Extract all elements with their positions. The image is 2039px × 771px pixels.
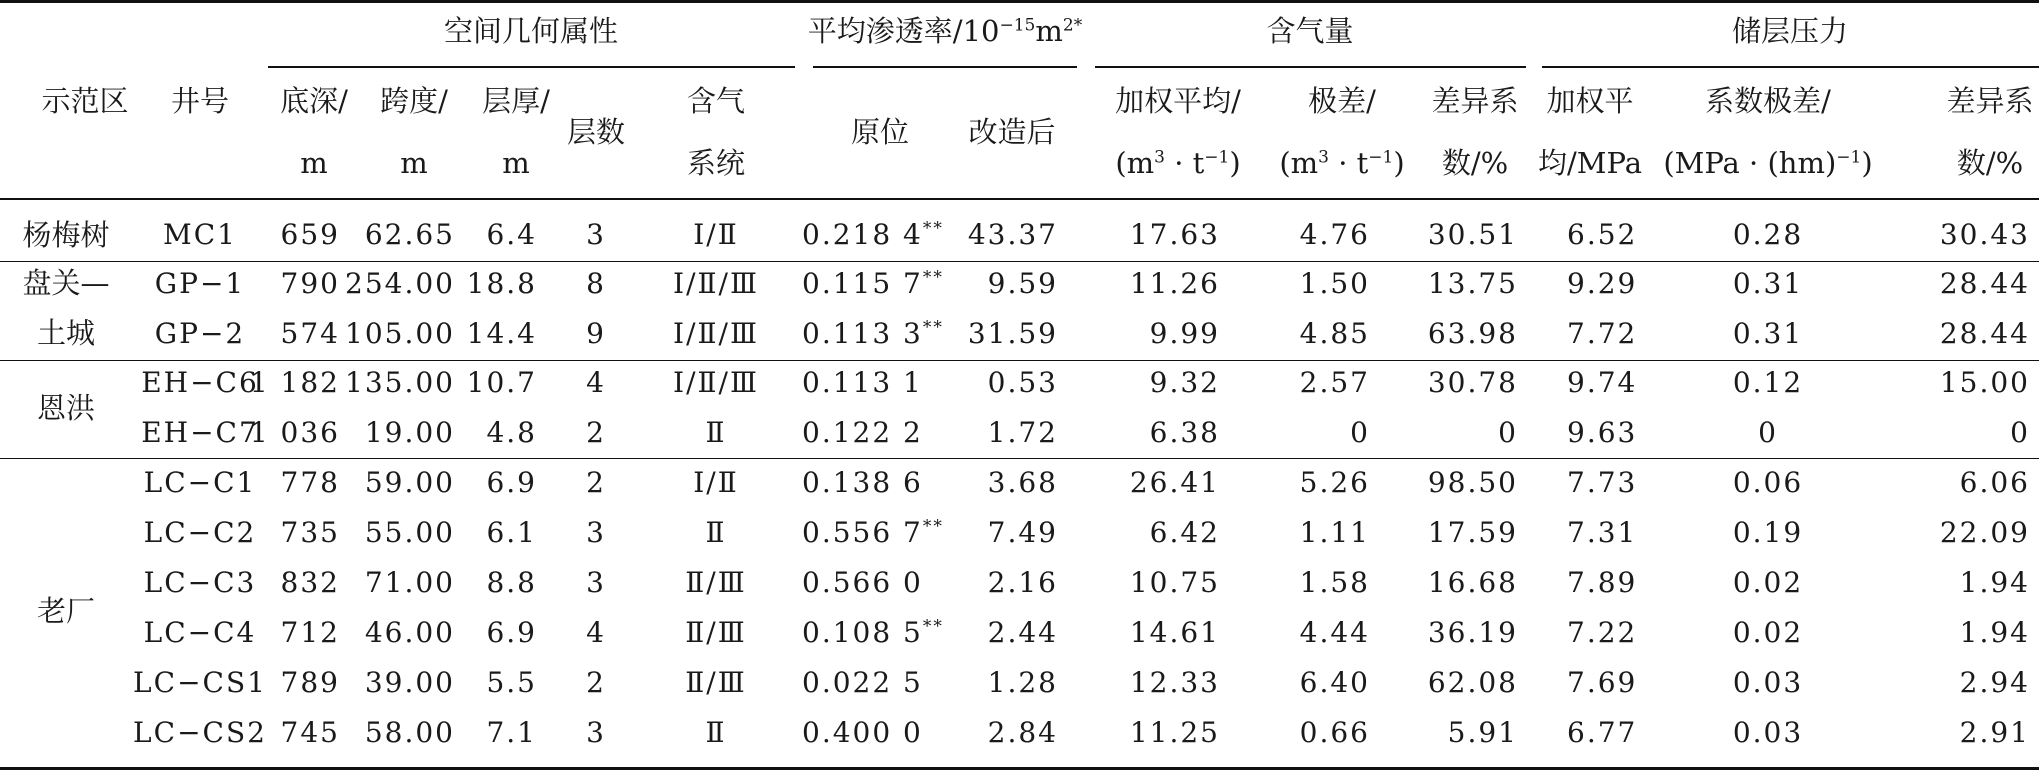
header-gas-weighted-avg: 加权平均/ [1115, 84, 1241, 118]
region-rule-3 [0, 458, 2039, 459]
well-cell: GP−2 [154, 317, 246, 350]
perm-modified-cell: 2.44 [987, 616, 1058, 649]
gas-system-cell: Ⅱ [705, 516, 727, 549]
span-cell: 105.00 [345, 317, 455, 350]
gas-weighted-avg-cell: 10.75 [1129, 566, 1220, 599]
header-depth-unit: m [300, 146, 328, 180]
header-layers: 层数 [566, 115, 626, 149]
perm-in-situ-cell: 0.400 0 [802, 716, 923, 749]
span-cell: 254.00 [345, 267, 455, 300]
layers-cell: 3 [586, 218, 606, 251]
perm-in-situ-cell: 0.556 7** [802, 516, 944, 549]
perm-modified-cell: 7.49 [987, 516, 1058, 549]
group-rule-gas [1095, 66, 1526, 68]
perm-in-situ-cell: 0.113 1 [802, 366, 923, 399]
gas-cv-cell: 5.91 [1447, 716, 1518, 749]
pressure-weighted-avg-cell: 7.31 [1567, 516, 1638, 549]
header-gas-system-2: 系统 [686, 146, 746, 180]
gas-weighted-avg-cell: 9.99 [1149, 317, 1220, 350]
gas-cv-cell: 16.68 [1427, 566, 1518, 599]
header-group-geometry: 空间几何属性 [443, 14, 619, 48]
perm-in-situ-cell: 0.115 7** [802, 267, 944, 300]
span-cell: 62.65 [364, 218, 455, 251]
span-cell: 55.00 [364, 516, 455, 549]
pressure-weighted-avg-cell: 6.77 [1567, 716, 1638, 749]
pressure-cv-cell: 2.91 [1959, 716, 2030, 749]
layers-cell: 2 [586, 416, 606, 449]
header-pressure-cv-unit: 数/% [1956, 146, 2024, 180]
header-pressure-cv: 差异系 [1946, 84, 2034, 118]
pressure-weighted-avg-cell: 7.73 [1567, 466, 1638, 499]
pressure-coef-range-cell: 0.03 [1732, 666, 1804, 699]
thickness-cell: 6.4 [486, 218, 537, 251]
gas-weighted-avg-cell: 9.32 [1149, 366, 1220, 399]
region-rule-1 [0, 261, 2039, 262]
header-span: 跨度/ [380, 84, 448, 118]
well-cell: LC−C3 [143, 566, 257, 599]
header-depth: 底深/ [280, 84, 348, 118]
perm-in-situ-cell: 0.566 0 [802, 566, 923, 599]
pressure-cv-cell: 15.00 [1939, 366, 2030, 399]
gas-cv-cell: 30.78 [1427, 366, 1518, 399]
well-cell: LC−C1 [143, 466, 257, 499]
depth-cell: 659 [280, 218, 340, 251]
perm-modified-cell: 2.84 [987, 716, 1058, 749]
pressure-weighted-avg-cell: 9.74 [1567, 366, 1638, 399]
region-label: 老厂 [36, 594, 96, 628]
pressure-cv-cell: 6.06 [1959, 466, 2030, 499]
perm-modified-cell: 0.53 [987, 366, 1058, 399]
thickness-cell: 5.5 [486, 666, 537, 699]
header-perm-modified: 改造后 [968, 115, 1056, 149]
perm-in-situ-cell: 0.113 3** [802, 317, 944, 350]
gas-range-cell: 4.76 [1299, 218, 1370, 251]
well-cell: LC−CS2 [133, 716, 267, 749]
gas-system-cell: Ⅰ/Ⅱ [693, 466, 739, 499]
header-perm-in-situ: 原位 [850, 115, 910, 149]
gas-range-cell: 0 [1350, 416, 1370, 449]
gas-range-cell: 5.26 [1299, 466, 1370, 499]
perm-modified-cell: 9.59 [987, 267, 1058, 300]
header-bottom-rule [0, 198, 2039, 200]
span-cell: 46.00 [364, 616, 455, 649]
span-cell: 71.00 [364, 566, 455, 599]
well-cell: LC−C2 [143, 516, 257, 549]
layers-cell: 2 [586, 666, 606, 699]
well-cell: EH−C6 [141, 366, 259, 399]
layers-cell: 4 [586, 616, 606, 649]
pressure-cv-cell: 28.44 [1939, 267, 2030, 300]
gas-cv-cell: 13.75 [1427, 267, 1518, 300]
span-cell: 58.00 [364, 716, 455, 749]
header-gas-system: 含气 [686, 84, 746, 118]
pressure-weighted-avg-cell: 9.29 [1567, 267, 1638, 300]
perm-modified-cell: 1.72 [987, 416, 1058, 449]
pressure-coef-range-cell: 0.28 [1732, 218, 1804, 251]
header-thickness: 层厚/ [482, 84, 550, 118]
thickness-cell: 7.1 [486, 716, 537, 749]
pressure-coef-range-cell: 0.02 [1732, 566, 1804, 599]
region-label: 盘关— [22, 266, 110, 300]
perm-modified-cell: 43.37 [967, 218, 1058, 251]
depth-cell: 712 [280, 616, 340, 649]
pressure-weighted-avg-cell: 7.89 [1567, 566, 1638, 599]
gas-weighted-avg-cell: 6.42 [1149, 516, 1220, 549]
gas-system-cell: Ⅱ/Ⅲ [685, 666, 747, 699]
gas-weighted-avg-cell: 17.63 [1129, 218, 1220, 251]
pressure-coef-range-cell: 0.31 [1732, 317, 1804, 350]
thickness-cell: 14.4 [466, 317, 537, 350]
layers-cell: 2 [586, 466, 606, 499]
gas-range-cell: 1.50 [1299, 267, 1370, 300]
span-cell: 135.00 [345, 366, 455, 399]
perm-modified-cell: 3.68 [987, 466, 1058, 499]
significance-mark: ** [922, 317, 944, 338]
gas-system-cell: Ⅱ/Ⅲ [685, 566, 747, 599]
pressure-coef-range-cell: 0.06 [1732, 466, 1804, 499]
gas-cv-cell: 36.19 [1427, 616, 1518, 649]
depth-cell: 789 [280, 666, 340, 699]
top-rule [0, 0, 2039, 3]
significance-mark: ** [922, 616, 944, 637]
group-rule-pressure [1542, 66, 2039, 68]
gas-range-cell: 0.66 [1299, 716, 1370, 749]
pressure-weighted-avg-cell: 6.52 [1567, 218, 1638, 251]
perm-in-situ-cell: 0.108 5** [802, 616, 944, 649]
region-label: 土城 [36, 316, 96, 350]
thickness-cell: 6.9 [486, 616, 537, 649]
pressure-coef-range-cell: 0 [1758, 416, 1778, 449]
significance-mark: ** [922, 516, 944, 537]
pressure-cv-cell: 0 [2010, 416, 2030, 449]
header-region: 示范区 [41, 84, 129, 118]
header-group-reservoir-pressure: 储层压力 [1731, 14, 1849, 48]
header-pressure-coef-range-unit: (MPa · (hm)$^{-1}$) [1663, 146, 1873, 180]
gas-range-cell: 2.57 [1299, 366, 1370, 399]
well-cell: GP−1 [154, 267, 246, 300]
layers-cell: 3 [586, 566, 606, 599]
header-gas-weighted-avg-unit: $(m^3 \cdot t^{-1})$ [1115, 146, 1241, 180]
perm-modified-cell: 31.59 [967, 317, 1058, 350]
thickness-cell: 4.8 [486, 416, 537, 449]
header-pressure-coef-range: 系数极差/ [1705, 84, 1831, 118]
gas-weighted-avg-cell: 11.25 [1129, 716, 1220, 749]
gas-weighted-avg-cell: 14.61 [1129, 616, 1220, 649]
gas-system-cell: Ⅱ/Ⅲ [685, 616, 747, 649]
thickness-cell: 18.8 [466, 267, 537, 300]
depth-cell: 1 182 [249, 366, 340, 399]
depth-cell: 832 [280, 566, 340, 599]
gas-cv-cell: 62.08 [1427, 666, 1518, 699]
depth-cell: 790 [280, 267, 340, 300]
well-cell: LC−C4 [143, 616, 257, 649]
span-cell: 39.00 [364, 666, 455, 699]
region-label: 恩洪 [36, 391, 96, 425]
pressure-weighted-avg-cell: 7.69 [1567, 666, 1638, 699]
gas-cv-cell: 30.51 [1427, 218, 1518, 251]
header-gas-cv: 差异系 [1431, 84, 1519, 118]
gas-cv-cell: 17.59 [1427, 516, 1518, 549]
header-span-unit: m [400, 146, 428, 180]
thickness-cell: 8.8 [486, 566, 537, 599]
pressure-coef-range-cell: 0.19 [1732, 516, 1804, 549]
group-rule-perm [813, 66, 1077, 68]
gas-weighted-avg-cell: 6.38 [1149, 416, 1220, 449]
header-pressure-weighted-avg-unit: 均/MPa [1538, 146, 1642, 180]
pressure-cv-cell: 1.94 [1959, 616, 2030, 649]
pressure-coef-range-cell: 0.02 [1732, 616, 1804, 649]
well-cell: MC1 [163, 218, 237, 251]
gas-system-cell: Ⅰ/Ⅱ/Ⅲ [673, 267, 759, 300]
perm-in-situ-cell: 0.218 4** [802, 218, 944, 251]
layers-cell: 3 [586, 716, 606, 749]
depth-cell: 574 [280, 317, 340, 350]
perm-in-situ-cell: 0.022 5 [802, 666, 923, 699]
gas-system-cell: Ⅰ/Ⅱ/Ⅲ [673, 366, 759, 399]
well-cell: EH−C7 [141, 416, 259, 449]
layers-cell: 4 [586, 366, 606, 399]
pressure-cv-cell: 28.44 [1939, 317, 2030, 350]
layers-cell: 9 [586, 317, 606, 350]
gas-cv-cell: 0 [1498, 416, 1518, 449]
thickness-cell: 6.9 [486, 466, 537, 499]
significance-mark: ** [922, 218, 944, 239]
header-gas-range: 极差/ [1308, 84, 1376, 118]
header-gas-cv-unit: 数/% [1441, 146, 1509, 180]
significance-mark: ** [922, 267, 944, 288]
gas-range-cell: 6.40 [1299, 666, 1370, 699]
gas-range-cell: 1.11 [1299, 516, 1370, 549]
gas-weighted-avg-cell: 26.41 [1129, 466, 1220, 499]
gas-range-cell: 1.58 [1299, 566, 1370, 599]
header-group-gas-content: 含气量 [1266, 14, 1354, 48]
gas-system-cell: Ⅱ [705, 716, 727, 749]
perm-modified-cell: 2.16 [987, 566, 1058, 599]
depth-cell: 745 [280, 716, 340, 749]
gas-cv-cell: 98.50 [1427, 466, 1518, 499]
header-pressure-weighted-avg: 加权平 [1546, 84, 1634, 118]
pressure-cv-cell: 22.09 [1939, 516, 2030, 549]
perm-in-situ-cell: 0.122 2 [802, 416, 923, 449]
bottom-rule [0, 767, 2039, 770]
gas-system-cell: Ⅰ/Ⅱ [693, 218, 739, 251]
span-cell: 59.00 [364, 466, 455, 499]
gas-system-cell: Ⅰ/Ⅱ/Ⅲ [673, 317, 759, 350]
depth-cell: 735 [280, 516, 340, 549]
gas-system-cell: Ⅱ [705, 416, 727, 449]
region-rule-2 [0, 360, 2039, 361]
region-label: 杨梅树 [22, 218, 110, 252]
span-cell: 19.00 [364, 416, 455, 449]
pressure-coef-range-cell: 0.31 [1732, 267, 1804, 300]
gas-weighted-avg-cell: 11.26 [1129, 267, 1220, 300]
pressure-coef-range-cell: 0.12 [1732, 366, 1804, 399]
gas-range-cell: 4.85 [1299, 317, 1370, 350]
header-gas-range-unit: $(m^3 \cdot t^{-1})$ [1279, 146, 1405, 180]
group-rule-geom [268, 66, 795, 68]
pressure-cv-cell: 30.43 [1939, 218, 2030, 251]
perm-in-situ-cell: 0.138 6 [802, 466, 923, 499]
well-cell: LC−CS1 [133, 666, 267, 699]
pressure-cv-cell: 2.94 [1959, 666, 2030, 699]
layers-cell: 3 [586, 516, 606, 549]
pressure-weighted-avg-cell: 7.22 [1567, 616, 1638, 649]
pressure-coef-range-cell: 0.03 [1732, 716, 1804, 749]
gas-cv-cell: 63.98 [1427, 317, 1518, 350]
perm-modified-cell: 1.28 [987, 666, 1058, 699]
header-thickness-unit: m [502, 146, 530, 180]
thickness-cell: 6.1 [486, 516, 537, 549]
pressure-weighted-avg-cell: 9.63 [1567, 416, 1638, 449]
thickness-cell: 10.7 [466, 366, 537, 399]
pressure-weighted-avg-cell: 7.72 [1567, 317, 1638, 350]
pressure-cv-cell: 1.94 [1959, 566, 2030, 599]
header-group-permeability: 平均渗透率$/10^{-15}m^{2*}$ [807, 14, 1083, 48]
layers-cell: 8 [586, 267, 606, 300]
depth-cell: 1 036 [249, 416, 340, 449]
gas-range-cell: 4.44 [1299, 616, 1370, 649]
depth-cell: 778 [280, 466, 340, 499]
gas-weighted-avg-cell: 12.33 [1129, 666, 1220, 699]
header-well: 井号 [170, 84, 230, 118]
